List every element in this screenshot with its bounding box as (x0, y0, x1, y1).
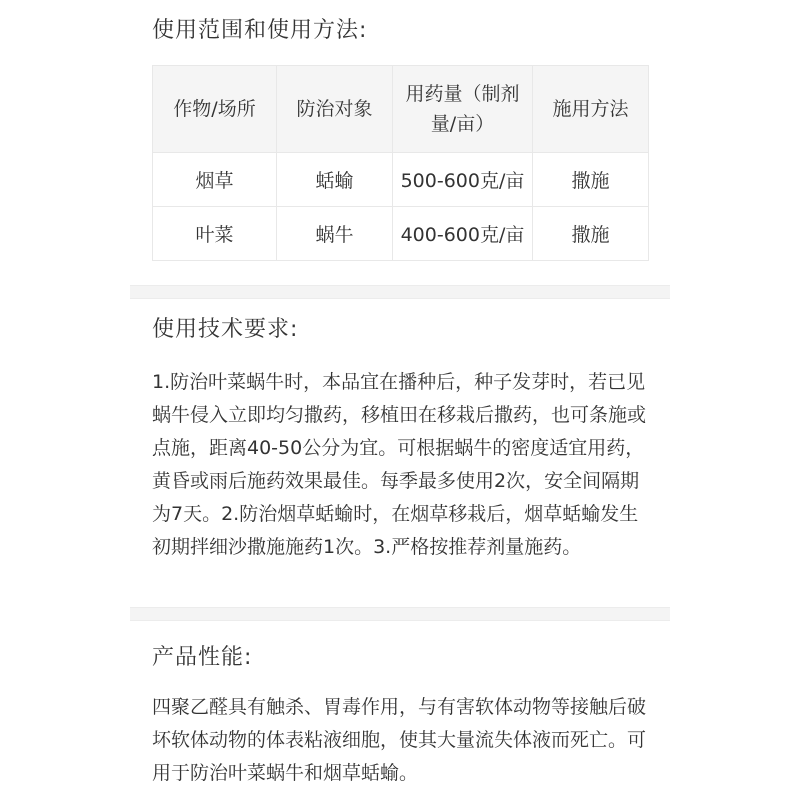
cell-target: 蛞蝓 (277, 153, 393, 207)
table-row (153, 153, 649, 207)
cell-target: 蜗牛 (277, 207, 393, 261)
tech-requirements-text: 1.防治叶菜蜗牛时，本品宜在播种后，种子发芽时，若已见蜗牛侵入立即均匀撒药，移植田在移栽后撒药，也可条施或点施，距离40-50公分为宜。可根据蜗牛的密度适宜用药，黄昏或雨后施药效果最佳。每季最多使用2次，安全间隔期为7天。2.防治烟草蛞蝓时，在烟草移栽后，烟草蛞蝓发生初期拌细沙撒施施药1次。3.严格按推荐剂量施药。 (152, 371, 647, 558)
tech-section-title: 使用技术要求: (152, 317, 299, 342)
cell-method: 撒施 (533, 207, 649, 261)
usage-table (152, 65, 649, 261)
section-divider (130, 285, 670, 299)
table-row (153, 207, 649, 261)
header-target: 防治对象 (277, 66, 393, 153)
cell-crop: 叶菜 (153, 207, 277, 261)
header-dosage: 用药量（制剂量/亩） (393, 66, 533, 153)
cell-dosage: 500-600克/亩 (393, 153, 533, 207)
performance-text: 四聚乙醛具有触杀、胃毒作用，与有害软体动物等接触后破坏软体动物的体表粘液细胞，使其大量流失体液而死亡。可用于防治叶菜蜗牛和烟草蛞蝓。 (152, 696, 647, 784)
header-crop: 作物/场所 (153, 66, 277, 153)
cell-dosage: 400-600克/亩 (393, 207, 533, 261)
cell-method: 撒施 (533, 153, 649, 207)
cell-crop: 烟草 (153, 153, 277, 207)
section-divider (130, 607, 670, 621)
performance-section-title: 产品性能: (152, 645, 253, 670)
table-header-row (153, 66, 649, 153)
header-method: 施用方法 (533, 66, 649, 153)
usage-section-title: 使用范围和使用方法: (152, 18, 368, 43)
